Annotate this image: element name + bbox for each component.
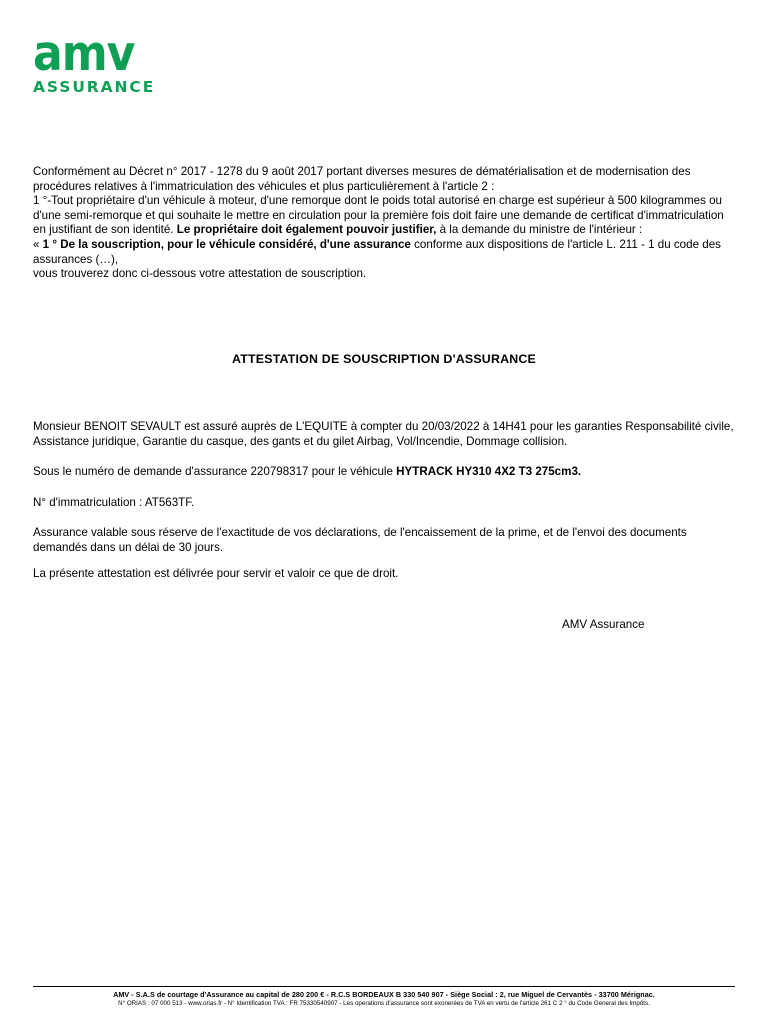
vehicle-model: HYTRACK HY310 4X2 T3 275cm3. <box>396 465 582 479</box>
intro-line-8: vous trouverez donc ci-dessous votre attestation de souscription. <box>33 267 367 281</box>
amv-logo-wordmark: amv <box>33 25 135 82</box>
intro-line-5 <box>33 223 736 238</box>
registration-number: N° d'immatriculation : AT563TF. <box>33 495 195 509</box>
validity-line-2: demandés dans un délai de 30 jours. <box>33 541 224 555</box>
validity-conditions <box>33 525 736 555</box>
attestation-body <box>33 419 736 555</box>
intro-line-2: procédures relatives à l'immatriculation des véhicules et plus particulièrement à l'article 2 : <box>33 179 495 193</box>
intro-paragraph <box>33 165 736 282</box>
intro-line-4: d'une semi-remorque et qui souhaite le mettre en circulation pour la première fois doit faire une demande de certificat d'immatriculation <box>33 208 724 222</box>
signature-block: AMV Assurance <box>562 618 645 631</box>
intro-line-1: Conformément au Décret n° 2017 - 1278 du 9 août 2017 portant diverses mesures de dématérialisation et de modernisation des <box>33 165 691 178</box>
intro-line-6-emphasis: 1 ° De la souscription, pour le véhicule considéré, d'une assurance <box>42 237 411 251</box>
intro-line-5-suffix: à la demande du ministre de l'intérieur : <box>436 223 643 237</box>
amv-logo-tagline: ASSURANCE <box>33 78 156 96</box>
request-number-and-vehicle <box>33 464 736 479</box>
insured-details-line-2: civile, Assistance juridique, Garantie du casque, des gants et du gilet Airbag, Vol/Incendie, Dommage collision. <box>33 420 734 449</box>
intro-quote-mark: « <box>33 237 43 251</box>
intro-line-5-emphasis: Le propriétaire doit également pouvoir justifier, <box>176 223 437 237</box>
intro-line-6 <box>33 238 736 253</box>
insured-details <box>33 419 736 449</box>
request-number-text: Sous le numéro de demande d'assurance 220798317 pour le véhicule <box>33 465 397 479</box>
amv-logo <box>33 25 173 96</box>
document-title: ATTESTATION DE SOUSCRIPTION D'ASSURANCE <box>232 352 536 366</box>
page-footer <box>33 986 735 1009</box>
intro-line-5-prefix: en justifiant de son identité. <box>33 223 177 237</box>
footer-company-info: AMV - S.A.S de courtage d'Assurance au capital de 280 200 € - R.C.S BORDEAUX B 330 540 907 - Siège Social : 2, rue Miguel de Cervantès - 33700 Mérignac. <box>113 989 655 999</box>
footer-legal-info: N° ORIAS : 07 000 513 - www.orias.fr - N° Identification TVA : FR 75330540907 - Les operations d'assurance sont exonerées de TVA en vertu de l'article 261 C 2 ° du Code General des Impôts. <box>118 1000 650 1007</box>
footer-divider <box>33 986 735 987</box>
intro-line-6-suffix: conforme aux dispositions de l'article L. 211 - 1 du code des <box>410 237 721 251</box>
insured-details-line-1: Monsieur BENOIT SEVAULT est assuré auprès de L'EQUITE à compter du 20/03/2022 à 14H41 pour les garanties Responsabilité <box>33 420 702 433</box>
validity-line-1: Assurance valable sous réserve de l'exactitude de vos déclarations, de l'encaissement de la prime, et de l'envoi des documents <box>33 525 687 539</box>
closing-statement: La présente attestation est délivrée pour servir et valoir ce que de droit. <box>33 567 399 580</box>
intro-line-7: assurances (…), <box>33 252 119 266</box>
intro-line-3: 1 °-Tout propriétaire d'un véhicule à moteur, d'une remorque dont le poids total autorisé en charge est supérieur à 500 kilogrammes ou <box>33 194 722 208</box>
